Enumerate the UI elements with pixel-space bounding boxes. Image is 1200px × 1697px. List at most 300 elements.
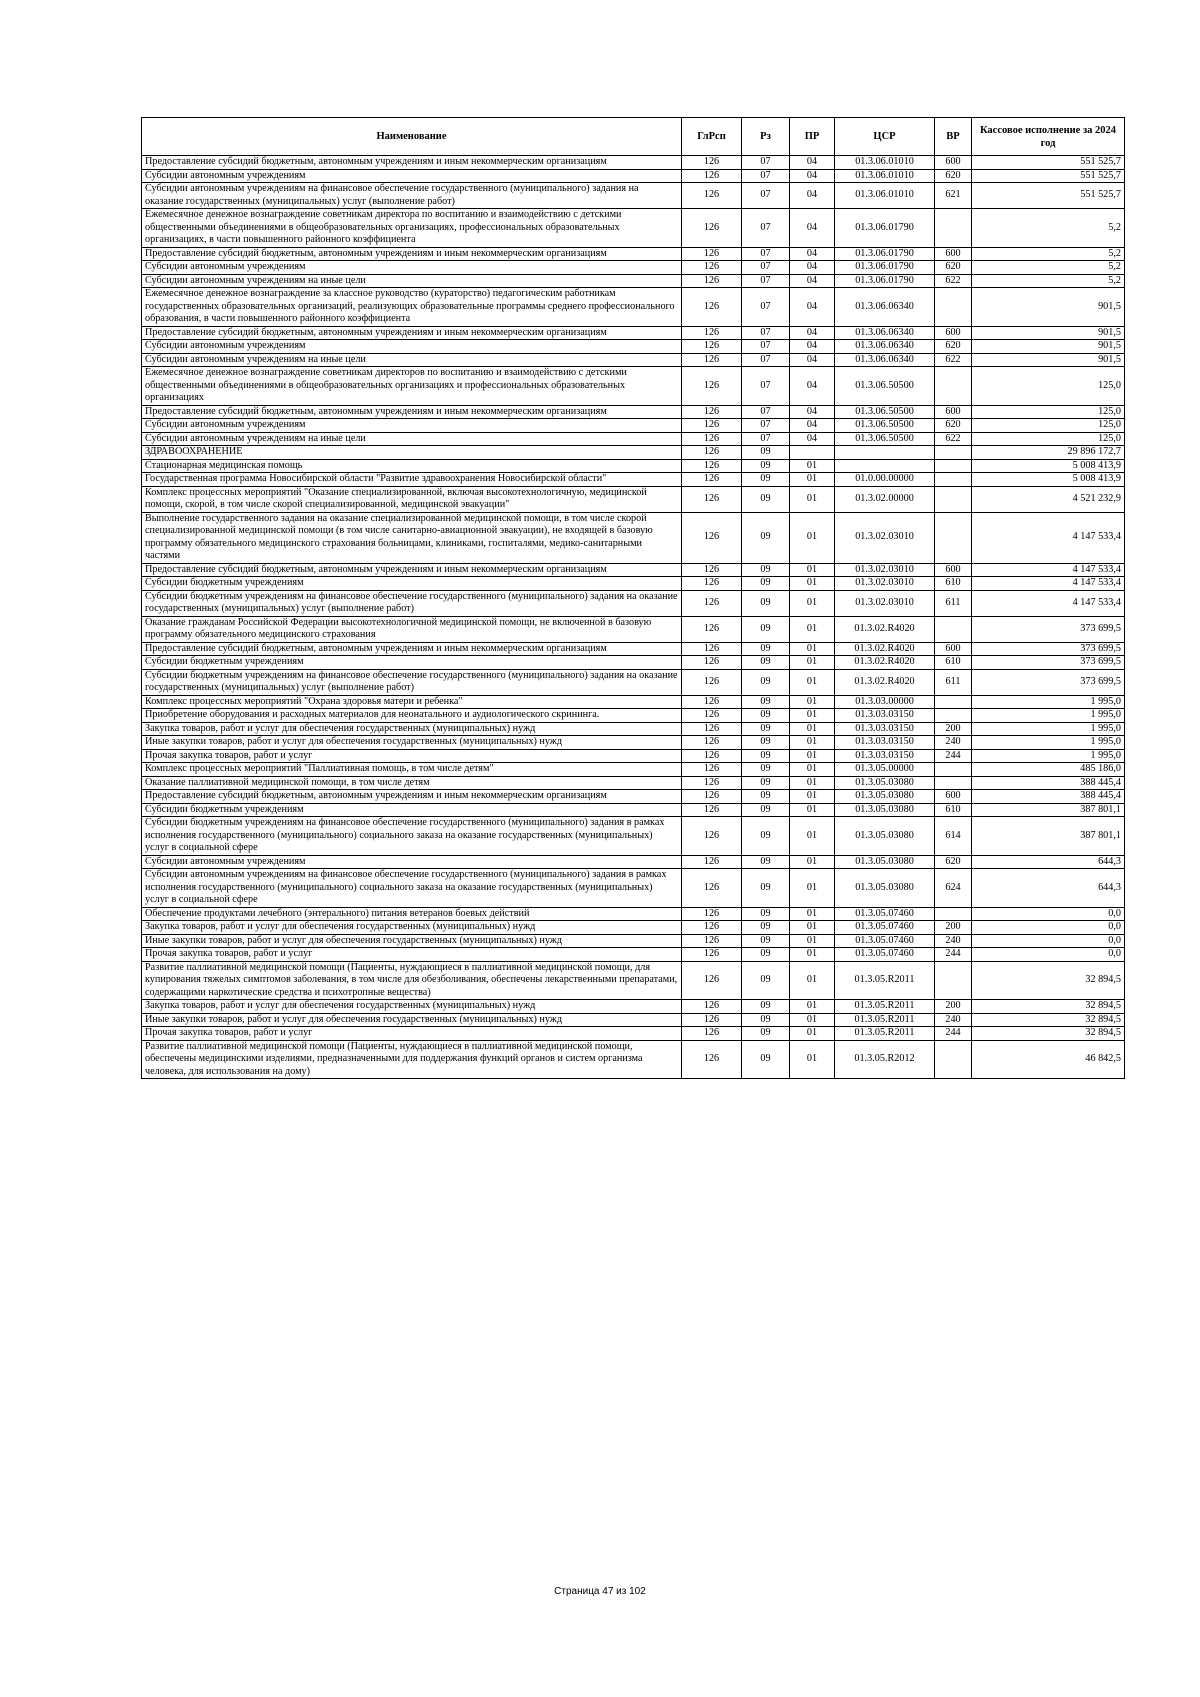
cell-amount: 387 801,1 [972,817,1125,856]
table-row [142,616,1125,642]
cell-name: Субсидии автономным учреждениям на иные цели [142,353,682,367]
cell-amount: 551 525,7 [972,183,1125,209]
cell-csr: 01.3.02.R4020 [835,616,935,642]
cell-amount: 4 147 533,4 [972,577,1125,591]
cell-vr: 244 [935,749,972,763]
cell-pr: 01 [790,921,835,935]
table-row [142,961,1125,1000]
cell-glrsp: 126 [682,776,742,790]
cell-csr: 01.3.05.R2011 [835,961,935,1000]
table-row [142,803,1125,817]
cell-vr [935,486,972,512]
cell-name: Субсидии бюджетным учреждениям на финансовое обеспечение государственного (муниципального) задания на оказание государственных (муниципальных) услуг (выполнение работ) [142,669,682,695]
cell-vr: 614 [935,817,972,856]
cell-vr [935,695,972,709]
cell-rz: 09 [742,473,790,487]
cell-glrsp: 126 [682,934,742,948]
cell-name: Прочая закупка товаров, работ и услуг [142,948,682,962]
cell-amount: 387 801,1 [972,803,1125,817]
cell-name: Оказание гражданам Российской Федерации высокотехнологичной медицинской помощи, не включенной в базовую программу обязательного медицинского страхования [142,616,682,642]
cell-vr [935,367,972,406]
cell-name: Развитие паллиативной медицинской помощи (Пациенты, нуждающиеся в паллиативной медицинской помощи, обеспечены медицинскими изделиями, предназначенными для поддержания функций органов и систем организма человека, для использования на дому) [142,1040,682,1079]
cell-rz: 07 [742,156,790,170]
cell-name: Ежемесячное денежное вознаграждение за классное руководство (кураторство) педагогическим работникам государственных образовательных организаций, реализующих образовательные программы среднего профессионального образования, в части повышенного районного коэффициента [142,288,682,327]
budget-table [141,117,1125,1079]
cell-pr: 04 [790,353,835,367]
cell-glrsp: 126 [682,656,742,670]
cell-name: Предоставление субсидий бюджетным, автономным учреждениям и иным некоммерческим организациям [142,247,682,261]
cell-rz: 09 [742,855,790,869]
cell-glrsp: 126 [682,156,742,170]
cell-amount: 1 995,0 [972,736,1125,750]
cell-csr: 01.3.06.06340 [835,326,935,340]
cell-vr: 620 [935,855,972,869]
table-row [142,656,1125,670]
cell-pr: 01 [790,817,835,856]
cell-amount: 32 894,5 [972,1013,1125,1027]
table-row [142,340,1125,354]
cell-name: Предоставление субсидий бюджетным, автономным учреждениям и иным некоммерческим организациям [142,156,682,170]
cell-pr: 01 [790,656,835,670]
cell-vr: 200 [935,1000,972,1014]
cell-glrsp: 126 [682,577,742,591]
cell-glrsp: 126 [682,446,742,460]
cell-csr: 01.3.06.50500 [835,367,935,406]
cell-rz: 07 [742,340,790,354]
cell-amount: 5 008 413,9 [972,459,1125,473]
cell-name: Закупка товаров, работ и услуг для обеспечения государственных (муниципальных) нужд [142,1000,682,1014]
page-number: Страница 47 из 102 [554,1586,646,1597]
cell-csr: 01.3.06.06340 [835,340,935,354]
cell-csr: 01.3.02.R4020 [835,656,935,670]
cell-rz: 07 [742,288,790,327]
cell-amount: 125,0 [972,367,1125,406]
table-header-row [142,118,1125,156]
cell-pr: 01 [790,1040,835,1079]
cell-csr: 01.3.02.03010 [835,577,935,591]
cell-csr: 01.3.05.R2011 [835,1000,935,1014]
cell-name: Субсидии бюджетным учреждениям [142,577,682,591]
cell-pr: 01 [790,1027,835,1041]
cell-name: Субсидии автономным учреждениям [142,261,682,275]
cell-vr [935,709,972,723]
table-row [142,432,1125,446]
cell-pr: 01 [790,803,835,817]
cell-amount: 1 995,0 [972,695,1125,709]
cell-csr: 01.3.05.R2012 [835,1040,935,1079]
cell-glrsp: 126 [682,817,742,856]
cell-csr: 01.3.06.01790 [835,274,935,288]
cell-glrsp: 126 [682,749,742,763]
table-row [142,261,1125,275]
cell-rz: 09 [742,616,790,642]
cell-csr: 01.3.02.03010 [835,512,935,563]
cell-vr: 240 [935,736,972,750]
cell-rz: 09 [742,669,790,695]
cell-pr: 04 [790,183,835,209]
table-row [142,590,1125,616]
cell-vr: 620 [935,419,972,433]
cell-vr [935,512,972,563]
cell-pr: 04 [790,405,835,419]
cell-pr: 01 [790,616,835,642]
cell-vr: 200 [935,722,972,736]
cell-name: Субсидии автономным учреждениям на иные цели [142,274,682,288]
cell-amount: 29 896 172,7 [972,446,1125,460]
cell-vr: 240 [935,934,972,948]
cell-pr: 04 [790,209,835,248]
header-glrsp: ГлРсп [682,118,742,156]
cell-name: Оказание паллиативной медицинской помощи, в том числе детям [142,776,682,790]
table-row [142,1013,1125,1027]
cell-name: Субсидии автономным учреждениям на финансовое обеспечение государственного (муниципального) задания на оказание государственных (муниципальных) услуг (выполнение работ) [142,183,682,209]
cell-csr: 01.3.05.03080 [835,776,935,790]
cell-pr: 01 [790,642,835,656]
cell-rz: 09 [742,563,790,577]
cell-pr: 01 [790,1000,835,1014]
cell-vr: 610 [935,803,972,817]
cell-rz: 07 [742,326,790,340]
cell-vr: 610 [935,577,972,591]
cell-vr: 600 [935,563,972,577]
cell-amount: 551 525,7 [972,169,1125,183]
cell-name: Иные закупки товаров, работ и услуг для обеспечения государственных (муниципальных) нужд [142,1013,682,1027]
cell-glrsp: 126 [682,695,742,709]
cell-pr: 01 [790,709,835,723]
cell-csr: 01.3.06.50500 [835,432,935,446]
cell-amount: 551 525,7 [972,156,1125,170]
cell-rz: 09 [742,1013,790,1027]
cell-amount: 388 445,4 [972,776,1125,790]
cell-csr: 01.3.03.03150 [835,736,935,750]
cell-csr: 01.3.05.03080 [835,790,935,804]
cell-pr: 01 [790,790,835,804]
cell-amount: 373 699,5 [972,642,1125,656]
cell-name: Обеспечение продуктами лечебного (энтерального) питания ветеранов боевых действий [142,907,682,921]
cell-vr: 610 [935,656,972,670]
cell-name: Прочая закупка товаров, работ и услуг [142,749,682,763]
cell-amount: 0,0 [972,948,1125,962]
cell-glrsp: 126 [682,563,742,577]
cell-glrsp: 126 [682,183,742,209]
cell-amount: 485 186,0 [972,763,1125,777]
cell-glrsp: 126 [682,790,742,804]
cell-csr: 01.3.05.07460 [835,948,935,962]
cell-vr: 611 [935,669,972,695]
cell-amount: 0,0 [972,907,1125,921]
cell-csr: 01.3.06.01010 [835,183,935,209]
cell-vr [935,446,972,460]
cell-rz: 09 [742,642,790,656]
cell-name: Ежемесячное денежное вознаграждение советникам директоров по воспитанию и взаимодействию с детскими общественными объединениями в общеобразовательных организациях и профессиональных образовательных организациях [142,367,682,406]
cell-name: Предоставление субсидий бюджетным, автономным учреждениям и иным некоммерческим организациям [142,326,682,340]
cell-name: Комплекс процессных мероприятий "Охрана здоровья матери и ребенка" [142,695,682,709]
table-row [142,563,1125,577]
cell-csr: 01.3.06.01010 [835,156,935,170]
cell-rz: 09 [742,961,790,1000]
table-row [142,288,1125,327]
table-row [142,642,1125,656]
cell-csr: 01.3.06.01790 [835,209,935,248]
cell-pr: 01 [790,512,835,563]
cell-rz: 07 [742,353,790,367]
cell-csr: 01.3.05.00000 [835,763,935,777]
cell-name: Государственная программа Новосибирской области "Развитие здравоохранения Новосибирской области" [142,473,682,487]
cell-glrsp: 126 [682,1013,742,1027]
cell-rz: 09 [742,695,790,709]
cell-name: Иные закупки товаров, работ и услуг для обеспечения государственных (муниципальных) нужд [142,934,682,948]
cell-pr: 01 [790,563,835,577]
table-row [142,790,1125,804]
cell-rz: 07 [742,209,790,248]
cell-glrsp: 126 [682,419,742,433]
cell-pr: 01 [790,473,835,487]
cell-csr: 01.3.03.03150 [835,709,935,723]
cell-vr: 620 [935,340,972,354]
cell-rz: 09 [742,907,790,921]
cell-rz: 07 [742,247,790,261]
cell-amount: 901,5 [972,340,1125,354]
table-row [142,577,1125,591]
cell-pr: 04 [790,340,835,354]
cell-rz: 09 [742,921,790,935]
cell-rz: 09 [742,803,790,817]
cell-glrsp: 126 [682,169,742,183]
table-row [142,405,1125,419]
cell-vr [935,1040,972,1079]
table-row [142,921,1125,935]
table-row [142,709,1125,723]
cell-name: Предоставление субсидий бюджетным, автономным учреждениям и иным некоммерческим организациям [142,563,682,577]
cell-glrsp: 126 [682,473,742,487]
cell-rz: 07 [742,419,790,433]
cell-name: Субсидии бюджетным учреждениям [142,656,682,670]
table-row [142,183,1125,209]
cell-pr: 01 [790,763,835,777]
cell-vr: 600 [935,156,972,170]
cell-csr: 01.3.06.01010 [835,169,935,183]
cell-amount: 373 699,5 [972,656,1125,670]
cell-name: Субсидии автономным учреждениям [142,340,682,354]
cell-amount: 901,5 [972,353,1125,367]
cell-pr: 01 [790,869,835,908]
cell-vr: 200 [935,921,972,935]
cell-vr [935,473,972,487]
cell-csr: 01.3.05.03080 [835,803,935,817]
cell-pr: 01 [790,695,835,709]
cell-rz: 09 [742,817,790,856]
cell-vr: 600 [935,790,972,804]
cell-pr: 01 [790,669,835,695]
cell-rz: 07 [742,367,790,406]
cell-amount: 1 995,0 [972,749,1125,763]
cell-rz: 09 [742,1040,790,1079]
cell-csr: 01.3.02.R4020 [835,642,935,656]
table-row [142,274,1125,288]
cell-glrsp: 126 [682,722,742,736]
cell-csr: 01.3.06.01790 [835,261,935,275]
cell-name: Прочая закупка товаров, работ и услуг [142,1027,682,1041]
cell-rz: 09 [742,512,790,563]
cell-glrsp: 126 [682,590,742,616]
cell-csr: 01.3.06.06340 [835,288,935,327]
cell-vr: 600 [935,326,972,340]
table-row [142,156,1125,170]
header-name: Наименование [142,118,682,156]
cell-amount: 125,0 [972,432,1125,446]
cell-glrsp: 126 [682,326,742,340]
cell-pr: 01 [790,459,835,473]
cell-amount: 5,2 [972,247,1125,261]
cell-csr: 01.3.05.07460 [835,907,935,921]
cell-vr: 244 [935,1027,972,1041]
cell-glrsp: 126 [682,907,742,921]
cell-pr: 04 [790,419,835,433]
table-body [142,156,1125,1079]
cell-amount: 46 842,5 [972,1040,1125,1079]
cell-csr: 01.3.02.R4020 [835,669,935,695]
table-row [142,749,1125,763]
cell-name: Субсидии бюджетным учреждениям [142,803,682,817]
table-row [142,459,1125,473]
cell-pr: 01 [790,577,835,591]
cell-amount: 1 995,0 [972,722,1125,736]
cell-pr [790,446,835,460]
cell-glrsp: 126 [682,459,742,473]
header-rz: Рз [742,118,790,156]
cell-glrsp: 126 [682,261,742,275]
cell-vr: 600 [935,405,972,419]
cell-amount: 125,0 [972,405,1125,419]
cell-glrsp: 126 [682,1040,742,1079]
cell-amount: 644,3 [972,855,1125,869]
cell-amount: 373 699,5 [972,616,1125,642]
cell-vr [935,288,972,327]
cell-amount: 125,0 [972,419,1125,433]
table-row [142,869,1125,908]
table-row [142,1000,1125,1014]
cell-rz: 09 [742,722,790,736]
cell-vr: 600 [935,247,972,261]
cell-pr: 04 [790,156,835,170]
cell-glrsp: 126 [682,353,742,367]
cell-name: Субсидии бюджетным учреждениям на финансовое обеспечение государственного (муниципального) задания в рамках исполнения государственного (муниципального) социального заказа на оказание государственных (муниципальных) услуг в социальной сфере [142,817,682,856]
table-row [142,473,1125,487]
cell-glrsp: 126 [682,669,742,695]
cell-vr [935,907,972,921]
cell-csr: 01.3.05.R2011 [835,1027,935,1041]
cell-name: Субсидии автономным учреждениям [142,169,682,183]
cell-name: Субсидии бюджетным учреждениям на финансовое обеспечение государственного (муниципального) задания на оказание государственных (муниципальных) услуг (выполнение работ) [142,590,682,616]
cell-glrsp: 126 [682,486,742,512]
cell-glrsp: 126 [682,367,742,406]
table-row [142,247,1125,261]
cell-rz: 09 [742,656,790,670]
cell-glrsp: 126 [682,961,742,1000]
cell-name: Субсидии автономным учреждениям на иные цели [142,432,682,446]
cell-csr: 01.3.02.03010 [835,563,935,577]
cell-name: Приобретение оборудования и расходных материалов для неонатального и аудиологического скрининга. [142,709,682,723]
cell-amount: 4 147 533,4 [972,512,1125,563]
cell-vr: 240 [935,1013,972,1027]
cell-vr [935,616,972,642]
cell-amount: 388 445,4 [972,790,1125,804]
cell-glrsp: 126 [682,274,742,288]
cell-csr: 01.3.05.03080 [835,817,935,856]
cell-pr: 04 [790,274,835,288]
cell-rz: 09 [742,709,790,723]
cell-amount: 4 521 232,9 [972,486,1125,512]
cell-csr: 01.3.05.R2011 [835,1013,935,1027]
cell-amount: 1 995,0 [972,709,1125,723]
cell-pr: 04 [790,432,835,446]
header-pr: ПР [790,118,835,156]
table-row [142,326,1125,340]
cell-rz: 07 [742,261,790,275]
cell-glrsp: 126 [682,340,742,354]
cell-pr: 01 [790,948,835,962]
cell-rz: 09 [742,1000,790,1014]
cell-pr: 01 [790,934,835,948]
cell-rz: 09 [742,790,790,804]
table-row [142,367,1125,406]
table-row [142,169,1125,183]
cell-rz: 07 [742,432,790,446]
cell-csr: 01.0.00.00000 [835,473,935,487]
cell-amount: 0,0 [972,921,1125,935]
cell-name: Субсидии автономным учреждениям [142,855,682,869]
cell-name: Субсидии автономным учреждениям на финансовое обеспечение государственного (муниципального) задания в рамках исполнения государственного (муниципального) социального заказа на оказание государственных (муниципальных) услуг в социальной сфере [142,869,682,908]
table-row [142,934,1125,948]
cell-amount: 32 894,5 [972,961,1125,1000]
header-amount: Кассовое исполнение за 2024 год [972,118,1125,156]
table-row [142,763,1125,777]
cell-vr: 622 [935,432,972,446]
cell-rz: 09 [742,486,790,512]
cell-amount: 4 147 533,4 [972,590,1125,616]
table-row [142,855,1125,869]
cell-csr: 01.3.06.01790 [835,247,935,261]
cell-csr: 01.3.03.00000 [835,695,935,709]
cell-rz: 09 [742,590,790,616]
cell-amount: 32 894,5 [972,1000,1125,1014]
cell-csr: 01.3.06.06340 [835,353,935,367]
cell-pr: 04 [790,288,835,327]
cell-rz: 09 [742,934,790,948]
table-row [142,446,1125,460]
cell-rz: 07 [742,274,790,288]
cell-name: Стационарная медицинская помощь [142,459,682,473]
cell-csr: 01.3.02.00000 [835,486,935,512]
cell-glrsp: 126 [682,209,742,248]
table-row [142,907,1125,921]
table-row [142,1040,1125,1079]
cell-rz: 09 [742,736,790,750]
cell-glrsp: 126 [682,1027,742,1041]
cell-name: Выполнение государственного задания на оказание специализированной медицинской помощи, в том числе скорой специализированной медицинской помощи (в том числе санитарно-авиационной эвакуации), не входящей в базовую программу обязательного медицинского страхования больницами, клиниками, госпиталями, медико-санитарными частями [142,512,682,563]
cell-name: Комплекс процессных мероприятий "Оказание специализированной, включая высокотехнологичную, медицинской помощи, скорой, в том числе скорой специализированной, медицинской эвакуации" [142,486,682,512]
cell-csr: 01.3.05.03080 [835,855,935,869]
table-row [142,736,1125,750]
table-row [142,1027,1125,1041]
cell-amount: 901,5 [972,288,1125,327]
cell-glrsp: 126 [682,736,742,750]
table-row [142,486,1125,512]
cell-name: Субсидии автономным учреждениям [142,419,682,433]
table-row [142,695,1125,709]
cell-amount: 5 008 413,9 [972,473,1125,487]
cell-glrsp: 126 [682,803,742,817]
